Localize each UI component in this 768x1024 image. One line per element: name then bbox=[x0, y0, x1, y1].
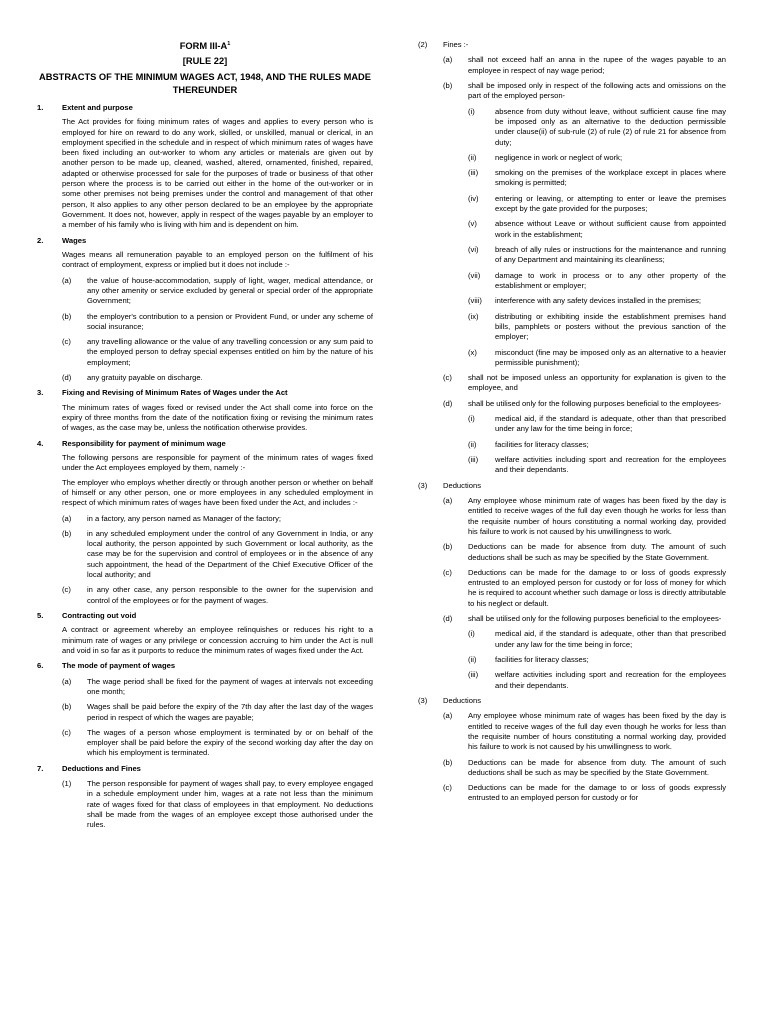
sub-item: (i) absence from duty without leave, without sufficient cause fine may be imposed only as an alternative to the deduction permissible under clause(ii) of sub-rule (2) of rule (2) of rule 21 for absence from duty; bbox=[468, 106, 726, 147]
section-3-heading: 3. Fixing and Revising of Minimum Rates of Wages under the Act bbox=[37, 388, 288, 398]
list-item: (a) Any employee whose minimum rate of wages has been fixed by the day is entitled to receive wages of the full day even though he works for less than the requisite number of hours constituting a normal working day, provided his failure to work is not caused by his unwillingness to work. bbox=[443, 495, 726, 536]
section-3-body: The minimum rates of wages fixed or revised under the Act shall come into force on the expiry of three months from the date of the notification fixing or revising the minimum rates of wages, as the case may be, unless the notification otherwise provides. bbox=[62, 402, 373, 433]
sub-item: (ii) facilities for literacy classes; bbox=[468, 439, 589, 449]
list-item: (c) shall not be imposed unless an opportunity for explanation is given to the employee, and bbox=[443, 373, 726, 393]
section-4-body: The employer who employs whether directly or through another person or whether on behalf of himself or any other person, one or more employees in any scheduled employment in respect of which minimum rates of wages have been fixed under the Act, and includes :- bbox=[62, 477, 373, 508]
sub-item: (x) misconduct (fine may be imposed only as an alternative to a heavier permissible punishment); bbox=[468, 347, 726, 367]
list-item: (a) shall not exceed half an anna in the rupee of the wages payable to an employee in respect of nay wage period; bbox=[443, 55, 726, 75]
section-1-body: The Act provides for fixing minimum rates of wages and applies to every person who is employed for hire on reward to do any work, skilled, or unskilled, manual or clerical, in an employment specified in the schedule and in respect of which minimum rates of wages have been fixed including an out-worker to whom any articles or materials are given out by another person to be made up, cleaned, washed, altered, ornamented, finished, repaired, adapted or otherwise processed for sale for the purposes of trade or business of that other person where the process is to be carried out either in the home of the out-worker or in some other premises not being premises under the control and management of that other person, It also applies to any other person declared to be an employee by the appropriate Government. It does not, however, apply in respect of the wages payable by an employer to a member of his family who is living with him and is dependent on him. bbox=[62, 117, 373, 230]
list-item: (b) Wages shall be paid before the expiry of the 7th day after the last day of the wages period in respect of which the wages are payable; bbox=[62, 702, 373, 722]
list-item: (b) Deductions can be made for absence from duty. The amount of such deductions shall be such as may be specified by the State Government. bbox=[443, 757, 726, 777]
sub-item: (i) medical aid, if the standard is adequate, other than that prescribed under any law for the time being in force; bbox=[468, 414, 726, 434]
sub-item: (iii) welfare activities including sport and recreation for the employees and their dependants. bbox=[468, 455, 726, 475]
rule-reference: [RULE 22] bbox=[182, 56, 228, 67]
list-item: (c) Deductions can be made for the damage to or loss of goods expressly entrusted to an employed person for custody or for loss of money for which he is required to account whether such damage or loss is directly attributable to his neglect or default. bbox=[443, 567, 726, 608]
sub-item: (ii) facilities for literacy classes; bbox=[468, 655, 589, 664]
list-item: (1) The person responsible for payment of wages shall pay, to every employee engaged in a schedule employment under him, wages at a rate not less than the minimum rate of wages fixed for that class of employees in that employment. No deductions shall be made from the wages of an employee except those authorised under the rules. bbox=[62, 779, 373, 830]
list-item: (b) shall be imposed only in respect of the following acts and omissions on the part of the employed person- bbox=[443, 80, 726, 101]
section-4-heading: 4. Responsibility for payment of minimum wage bbox=[37, 438, 226, 448]
document-heading: ABSTRACTS OF THE MINIMUM WAGES ACT, 1948, AND THE RULES MADE THEREUNDER bbox=[39, 71, 371, 96]
document-header bbox=[37, 40, 373, 98]
list-item: (a) the value of house-accommodation, supply of light, wager, medical attendance, or any other amenity or service excluded by general or special order of the appropriate Government; bbox=[62, 275, 373, 306]
section-2-body: Wages means all remuneration payable to an employed person on the fulfilment of his contract of employment, express or implied but it does not include :- bbox=[62, 249, 373, 270]
sub-item: (ii) negligence in work or neglect of work; bbox=[468, 152, 623, 162]
list-item: (c) The wages of a person whose employment is terminated by or on behalf of the employer shall be paid before the expiry of the second working day after the day on which his employment is terminated. bbox=[62, 727, 373, 758]
section-5-heading: 5. Contracting out void bbox=[37, 611, 137, 620]
list-item: (c) in any other case, any person responsible to the owner for the supervision and control of the employees or for the payment of wages. bbox=[62, 585, 373, 605]
form-title: FORM III-$A^1$ bbox=[179, 40, 231, 51]
list-item: (d) any gratuity payable on discharge. bbox=[62, 373, 203, 383]
section-7-heading: 7. Deductions and Fines bbox=[37, 763, 141, 773]
sub-item: (iii) welfare activities including sport and recreation for the employees and their dependants. bbox=[468, 670, 726, 690]
right-column bbox=[418, 40, 726, 804]
list-item: (b) Deductions can be made for absence from duty. The amount of such deductions shall be such as may be specified by the State Government. bbox=[443, 542, 726, 562]
sub-item: (i) medical aid, if the standard is adequate, other than that prescribed under any law for the time being in force; bbox=[468, 629, 726, 649]
sub-item: (v) absence without Leave or without sufficient cause from appointed work in the establishment; bbox=[468, 219, 726, 239]
section-2-heading: 2. Wages bbox=[37, 235, 87, 245]
deductions-heading: (3) Deductions bbox=[418, 480, 481, 490]
section-1-heading: 1. Extent and purpose bbox=[37, 102, 133, 112]
sub-item: (iii) smoking on the premises of the workplace except in places where smoking is permitted; bbox=[468, 168, 726, 188]
sub-item: (viii) interference with any safety devices installed in the premises; bbox=[468, 296, 701, 306]
section-4-body: The following persons are responsible for payment of the minimum rates of wages fixed under the Act employees employed by them, namely :- bbox=[62, 452, 373, 473]
list-item: (b) in any scheduled employment under the control of any Government in India, or any local authority, the person appointed by such Government or local authority, as the case may be for the supervision and control of employees or in the absence of any such appointment, the head of the Department of the Chief Executive Officer of the local authority; and bbox=[62, 528, 373, 580]
sub-item: (ix) distributing or exhibiting inside the establishment premises hand bills, pamphlets or posters without the previous sanction of the employer; bbox=[468, 311, 726, 342]
list-item: (a) in a factory, any person named as Manager of the factory; bbox=[62, 513, 282, 523]
sub-item: (iv) entering or leaving, or attempting to enter or leave the premises except by the gate provided for the purposes; bbox=[468, 193, 726, 214]
list-item: (c) Deductions can be made for the damage to or loss of goods expressly entrusted to an employed person for custody or for bbox=[443, 783, 726, 803]
list-item: (d) shall be utilised only for the following purposes beneficial to the employees- bbox=[443, 614, 722, 624]
section-6-heading: 6. The mode of payment of wages bbox=[37, 661, 176, 671]
section-5-body: A contract or agreement whereby an employee relinquishes or reduces his right to a minimum rate of wages or any privilege or concession accruing to him under the Act is null and void in so far as it purports to reduce the minimum rates of wages fixed under the Act. bbox=[62, 625, 373, 655]
list-item: (b) the employer's contribution to a pension or Provident Fund, or under any scheme of social insurance; bbox=[62, 311, 373, 331]
left-column bbox=[37, 40, 373, 831]
sub-item: (vii) damage to work in process or to any other property of the establishment or employer; bbox=[468, 270, 726, 290]
fines-heading: (2) Fines :- bbox=[418, 40, 469, 49]
list-item: (c) any travelling allowance or the value of any travelling concession or any sum paid to the employed person to defray special expenses entitled on him by the nature of his employment; bbox=[62, 337, 373, 367]
sub-item: (vi) breach of ally rules or instructions for the maintenance and running of any Department and maintaining its cleanliness; bbox=[468, 245, 726, 265]
deductions-heading: (3) Deductions bbox=[418, 695, 481, 705]
list-item: (a) The wage period shall be fixed for the payment of wages at intervals not exceeding one month; bbox=[62, 676, 373, 696]
list-item: (d) shall be utilised only for the following purposes beneficial to the employees- bbox=[443, 398, 722, 408]
list-item: (a) Any employee whose minimum rate of wages has been fixed by the day is entitled to receive wages of the full day even though he works for less than the requisite number of hours constituting a normal working day, provided his failure to work is not caused by his unwillingness to work. bbox=[443, 711, 726, 752]
footnote-marker: 1 bbox=[227, 40, 231, 47]
